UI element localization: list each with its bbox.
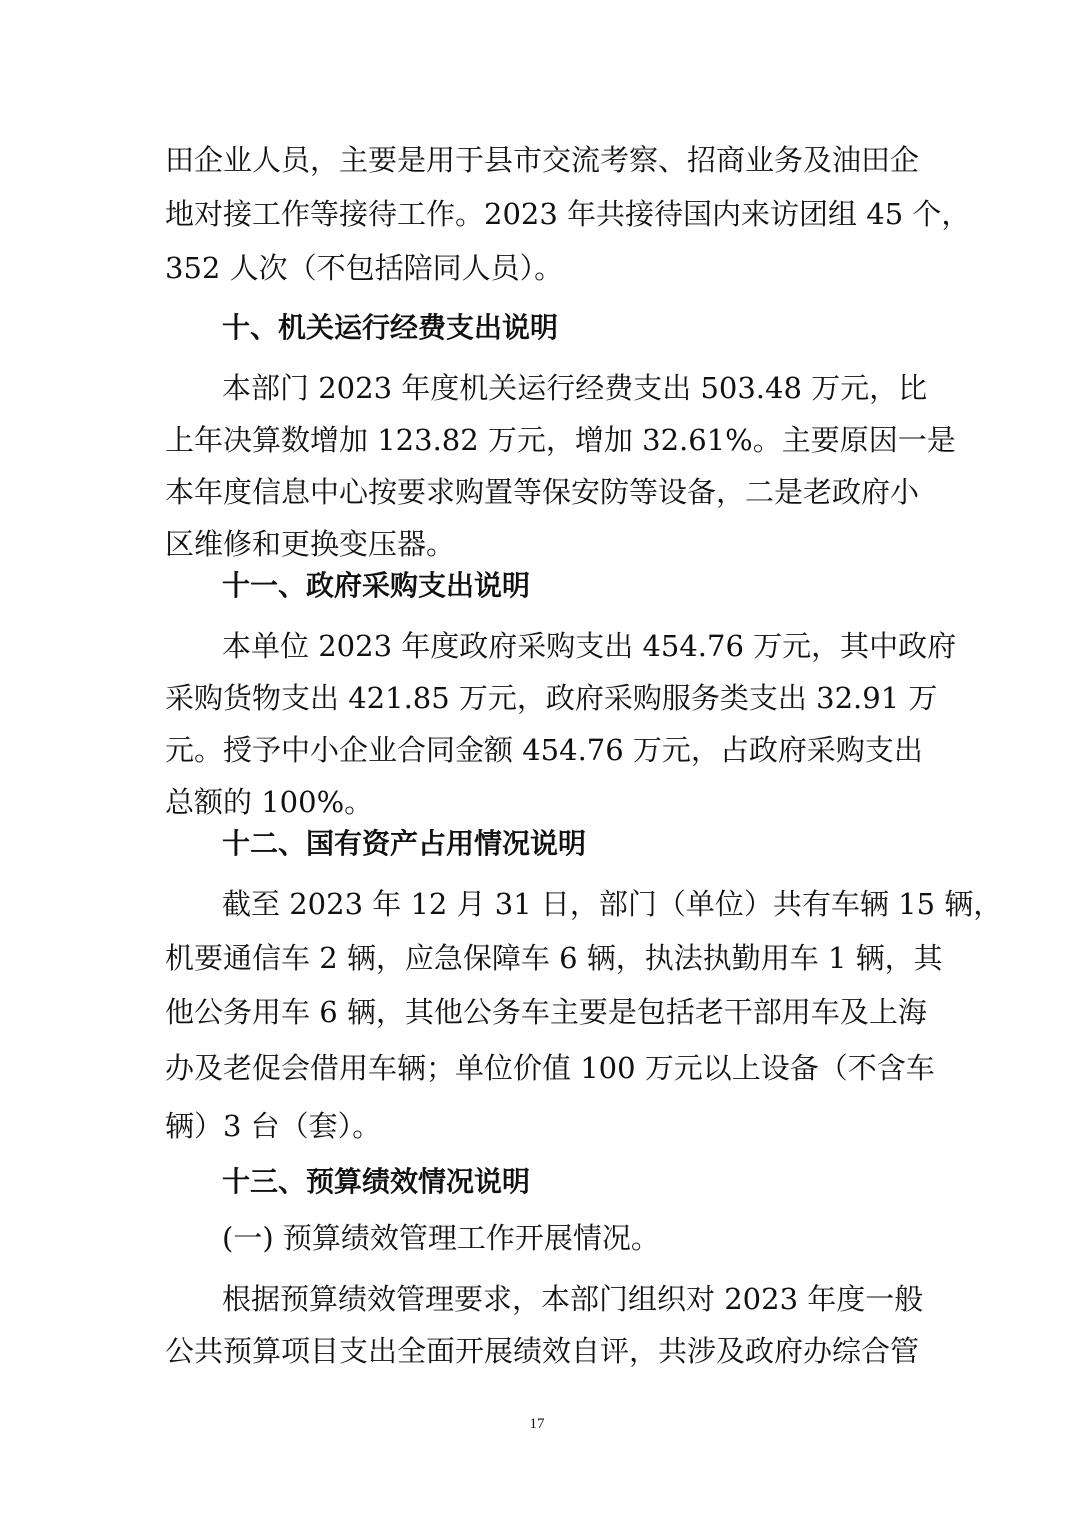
body-line: 上年决算数增加 123.82 万元，增加 32.61%。主要原因一是 <box>165 423 956 457</box>
section-heading: 十二、国有资产占用情况说明 <box>222 827 587 860</box>
body-line: 本年度信息中心按要求购置等保安防等设备，二是老政府小 <box>165 475 920 509</box>
body-line: 地对接工作等接待工作。2023 年共接待国内来访团组 45 个， <box>165 197 971 231</box>
body-line: 截至 2023 年 12 月 31 日，部门（单位）共有车辆 15 辆， <box>222 887 1003 921</box>
section-heading: 十一、政府采购支出说明 <box>222 569 531 602</box>
body-line: 元。授予中小企业合同金额 454.76 万元，占政府采购支出 <box>165 733 923 767</box>
body-line: 根据预算绩效管理要求，本部门组织对 2023 年度一般 <box>222 1282 924 1316</box>
body-line: 区维修和更换变压器。 <box>165 527 456 561</box>
body-line: 他公务用车 6 辆，其他公务车主要是包括老干部用车及上海 <box>165 995 927 1029</box>
section-heading: 十、机关运行经费支出说明 <box>222 311 559 344</box>
body-line: 采购货物支出 421.85 万元，政府采购服务类支出 32.91 万 <box>165 681 938 715</box>
section-heading: 十三、预算绩效情况说明 <box>222 1165 531 1198</box>
body-line: 公共预算项目支出全面开展绩效自评，共涉及政府办综合管 <box>165 1334 920 1368</box>
page-number: 17 <box>529 1416 545 1432</box>
body-line: 辆）3 台（套）。 <box>165 1109 382 1143</box>
body-line: 机要通信车 2 辆，应急保障车 6 辆，执法执勤用车 1 辆，其 <box>165 941 943 975</box>
body-line: 田企业人员，主要是用于县市交流考察、招商业务及油田企 <box>165 143 920 177</box>
body-line: 本单位 2023 年度政府采购支出 454.76 万元，其中政府 <box>222 629 957 663</box>
body-line: 本部门 2023 年度机关运行经费支出 503.48 万元，比 <box>222 371 928 405</box>
body-line: 352 人次（不包括陪同人员）。 <box>165 251 564 285</box>
subsection-heading: (一) 预算绩效管理工作开展情况。 <box>222 1221 660 1255</box>
body-line: 总额的 100%。 <box>165 785 374 819</box>
body-line: 办及老促会借用车辆；单位价值 100 万元以上设备（不含车 <box>165 1051 935 1085</box>
